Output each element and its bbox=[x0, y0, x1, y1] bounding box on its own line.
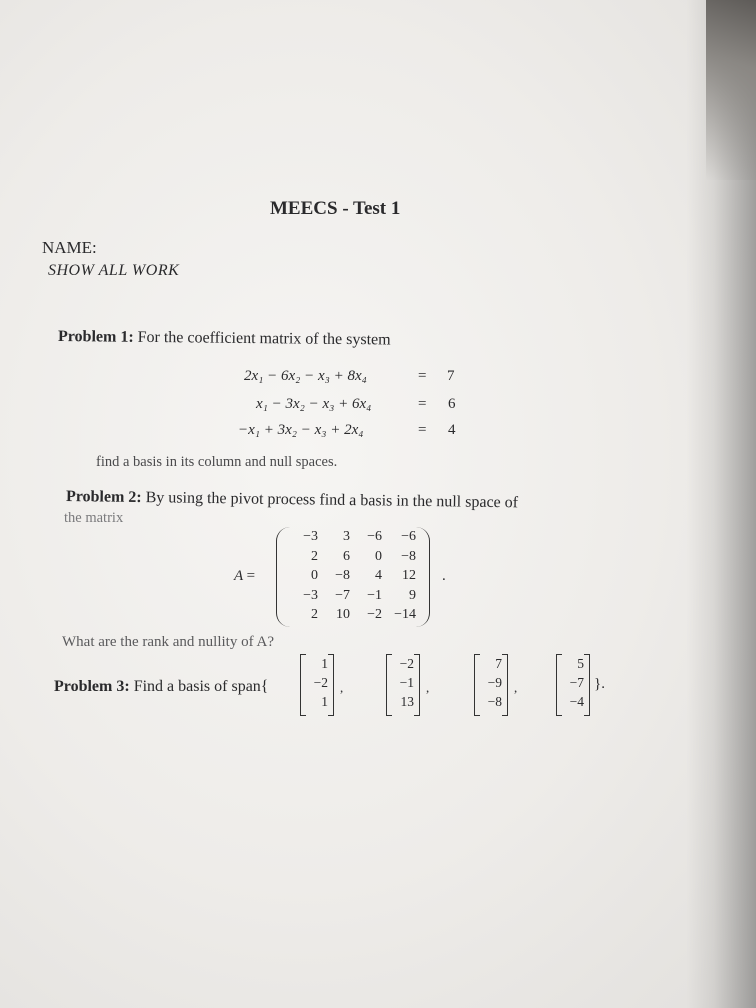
span-vector bbox=[556, 654, 590, 714]
corner-shadow bbox=[706, 0, 756, 180]
matrix-a-equals: = bbox=[246, 568, 256, 584]
vector-entry: 1 bbox=[321, 656, 328, 671]
span-closing: }. bbox=[594, 676, 605, 692]
problem-3-heading bbox=[54, 678, 268, 696]
vector-entry: −4 bbox=[569, 694, 584, 709]
test-title: MEECS - Test 1 bbox=[270, 198, 401, 219]
problem-2-question: What are the rank and nullity of A? bbox=[62, 634, 275, 650]
matrix-cell: −3 bbox=[303, 529, 318, 544]
equation-1 bbox=[244, 368, 455, 385]
matrix-cell: −3 bbox=[303, 587, 318, 603]
right-bracket bbox=[414, 654, 420, 716]
matrix-a bbox=[276, 527, 430, 629]
matrix-cell: 6 bbox=[343, 548, 350, 564]
problem-2-label: Problem 2: bbox=[65, 488, 142, 507]
matrix-cell: 0 bbox=[311, 568, 318, 583]
matrix-cell: −6 bbox=[401, 529, 416, 544]
vector-separator: , bbox=[426, 680, 430, 695]
right-bracket bbox=[584, 654, 590, 716]
vector-entry: 13 bbox=[400, 694, 414, 709]
matrix-cell: −6 bbox=[367, 529, 382, 544]
problem-1-label: Problem 1: bbox=[57, 328, 134, 346]
span-vector bbox=[300, 654, 334, 714]
matrix-cell: −2 bbox=[367, 607, 382, 622]
matrix-a-name: A bbox=[234, 568, 243, 584]
vector-entry: −7 bbox=[569, 675, 584, 690]
right-bracket bbox=[502, 654, 508, 716]
equation-2-lhs: x₁ − 3x₂ − x₃ + 6x₄ bbox=[256, 396, 372, 412]
matrix-cell: −8 bbox=[335, 568, 350, 583]
vector-entry: −2 bbox=[313, 675, 328, 690]
vector-entry: −9 bbox=[487, 675, 502, 690]
matrix-cell: 9 bbox=[409, 587, 416, 603]
problem-2-text-continued: the matrix bbox=[64, 510, 124, 526]
problem-3-text: Find a basis of span{ bbox=[133, 678, 269, 695]
matrix-cell: −7 bbox=[335, 587, 350, 603]
problem-1-heading bbox=[58, 328, 391, 349]
right-paren bbox=[415, 527, 430, 627]
matrix-cell: 4 bbox=[375, 568, 382, 583]
equation-2 bbox=[256, 396, 456, 413]
equation-3-lhs: −x₁ + 3x₂ − x₃ + 2x₄ bbox=[238, 422, 364, 438]
equation-3 bbox=[238, 422, 456, 439]
problem-3-label: Problem 3: bbox=[54, 678, 130, 695]
vector-separator: , bbox=[340, 680, 344, 695]
matrix-cell: 10 bbox=[336, 607, 350, 622]
matrix-cell: 2 bbox=[311, 548, 318, 564]
equation-1-lhs: 2x₁ − 6x₂ − x₃ + 8x₄ bbox=[244, 368, 367, 384]
matrix-cell: −1 bbox=[367, 587, 382, 603]
problem-1-text: For the coefficient matrix of the system bbox=[137, 328, 391, 349]
equation-1-rhs: 7 bbox=[447, 368, 455, 384]
matrix-cell: 0 bbox=[375, 548, 382, 564]
equation-1-eq: = bbox=[418, 368, 427, 384]
vector-entry: −1 bbox=[399, 675, 414, 690]
vector-entry: 7 bbox=[495, 656, 502, 671]
span-vector bbox=[386, 654, 420, 714]
problem-1-question: find a basis in its column and null spaces. bbox=[96, 454, 338, 470]
vector-separator: , bbox=[514, 680, 518, 695]
matrix-cell: −14 bbox=[394, 607, 416, 622]
span-vector bbox=[474, 654, 508, 714]
right-bracket bbox=[328, 654, 334, 716]
vector-entry: −2 bbox=[399, 656, 414, 671]
vector-entry: 1 bbox=[321, 694, 328, 709]
problem-2-text: By using the pivot process find a basis in the null space of bbox=[145, 489, 519, 512]
equation-2-eq: = bbox=[418, 396, 427, 412]
vector-entry: 5 bbox=[577, 656, 584, 671]
matrix-cell: 2 bbox=[311, 607, 318, 622]
show-work-label: SHOW ALL WORK bbox=[48, 262, 180, 279]
matrix-cell: 12 bbox=[402, 568, 416, 583]
matrix-cell: −8 bbox=[401, 548, 416, 564]
vector-entry: −8 bbox=[487, 694, 502, 709]
name-label: NAME: bbox=[42, 238, 97, 257]
matrix-trailing-period: . bbox=[442, 568, 446, 584]
equation-3-eq: = bbox=[418, 422, 427, 438]
matrix-a-label bbox=[234, 568, 255, 585]
equation-3-rhs: 4 bbox=[448, 422, 456, 438]
equation-2-rhs: 6 bbox=[448, 396, 456, 412]
matrix-cell: 3 bbox=[343, 529, 350, 544]
